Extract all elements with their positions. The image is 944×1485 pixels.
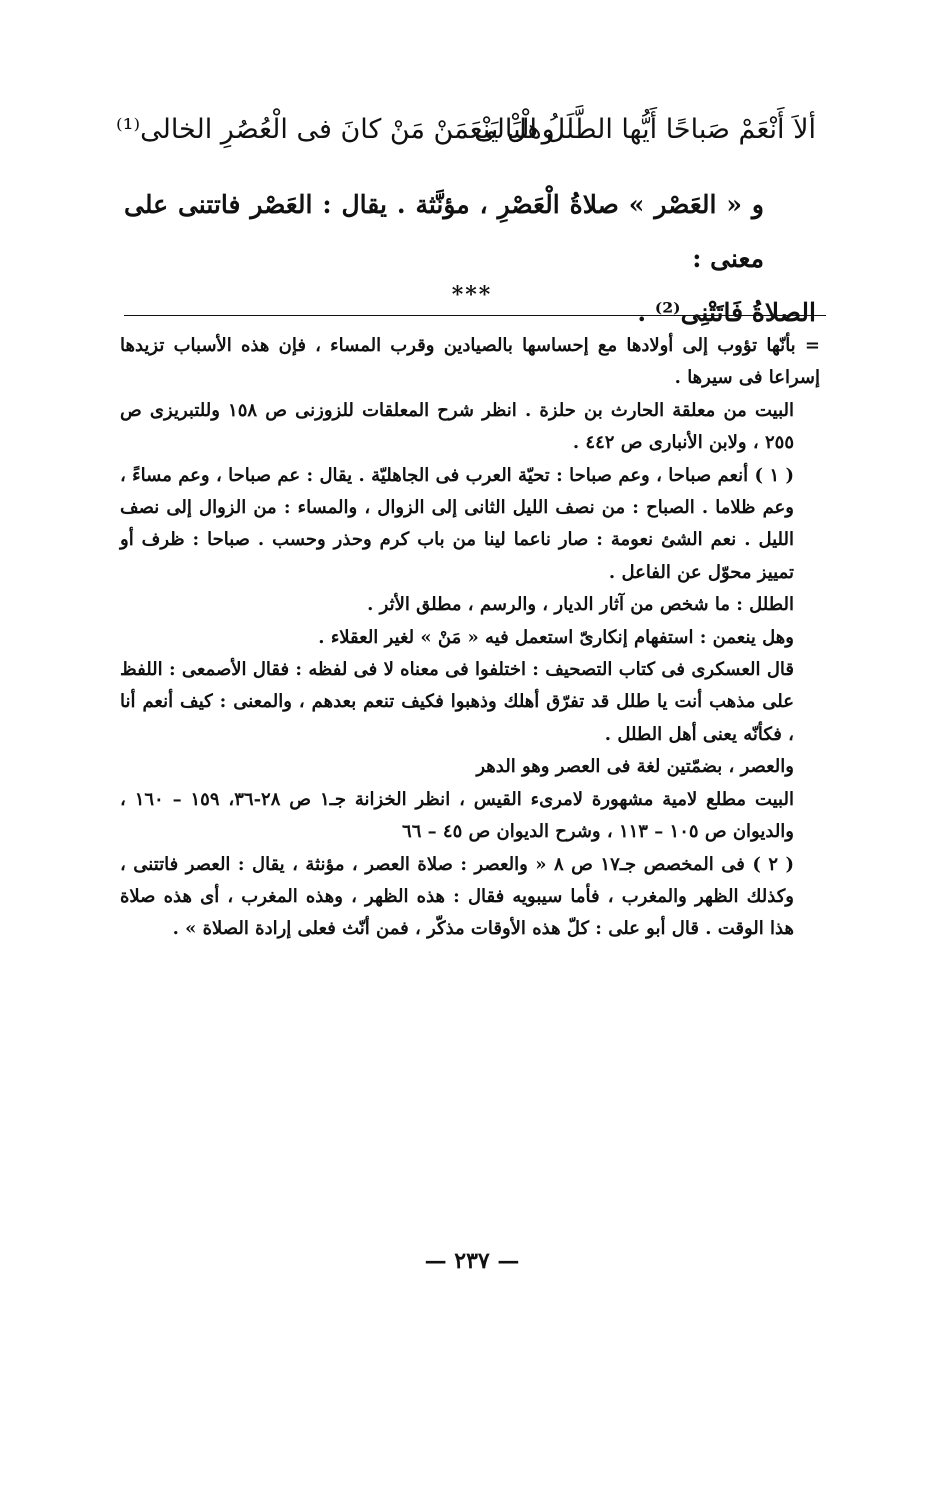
section-separator: ***: [451, 282, 493, 308]
main-text-line: و « العَصْر » صلاةُ الْعَصْرِ ، مؤنَّثة . يقال : العَصْر فاتتنى على معنى :: [124, 190, 764, 273]
poem-verse: [116, 100, 816, 160]
footnote-paragraph: ( ٢ ) فى المخصص جـ١٧ ص ٨ « والعصر : صلاة العصر ، مؤنثة ، يقال : العصر فاتتنى ، وكذلك الظهر والمغرب ، فأما سيبويه فقال : هذه الظهر ، وهذه المغرب ، أى هذه صلاة هذا الوقت . قال أبو على : كلّ هذه الأوقات مذكّر ، فمن أنّث فعلى إرادة الصلاة » .: [120, 853, 794, 940]
footnote-paragraph: البيت من معلقة الحارث بن حلزة . انظر شرح المعلقات للزوزنى ص ١٥٨ وللتبريزى ص ٢٥٥ ، ولابن الأنبارى ص ٤٤٢ .: [120, 399, 794, 454]
footnote-divider: [124, 315, 826, 316]
verse-first-hemistich: ألاَ أَنْعَمْ صَباحًا أَيُّها الطَّلَلُ الْبَالى: [474, 114, 816, 145]
footnote-paragraph: البيت مطلع لامية مشهورة لامرىء القيس ، انظر الخزانة جـ١ ص ٢٨-٣٦، ١٥٩ – ١٦٠ ، والديوان ص ١٠٥ – ١١٣ ، وشرح الديوان ص ٤٥ – ٦٦: [120, 788, 794, 843]
main-text-line: الصلاةُ فَاتَتْنِى⁽²⁾ .: [637, 298, 816, 327]
footnotes: [120, 330, 820, 946]
footnote-paragraph: ( ١ ) أنعم صباحا ، وعم صباحا : تحيّة العرب فى الجاهليّة . يقال : عم صباحا ، وعم مساءً ، وعم ظلاما . الصباح : من نصف الليل الثانى إلى الزوال ، والمساء : من الزوال إلى نصف الليل . نعم الشئ نعومة : صار ناعما لينا من باب كرم وحذر وحسب . صباحا : ظرف أو تمييز محوّل عن الفاعل .: [120, 464, 794, 583]
footnote-paragraph: وهل ينعمن : استفهام إنكارىّ استعمل فيه « مَنْ » لغير العقلاء .: [318, 626, 794, 648]
footnote-paragraph: والعصر ، بضمّتين لغة فى العصر وهو الدهر: [476, 756, 794, 778]
page-number: — ٢٣٧ —: [424, 1248, 520, 1274]
verse-second-hemistich: وهلْ يَنْعَمَنْ مَنْ كانَ فى الْعُصُرِ الخالى⁽¹⁾: [116, 114, 555, 145]
footnote-paragraph: الطلل : ما شخص من آثار الديار ، والرسم ، مطلق الأثر .: [367, 594, 794, 616]
footnote-paragraph: = بأنّها تؤوب إلى أولادها مع إحساسها بالصيادين وقرب المساء ، فإن هذه الأسباب تزيدها إسراعا فى سيرها .: [120, 335, 820, 389]
footnote-paragraph: قال العسكرى فى كتاب التصحيف : اختلفوا فى معناه لا فى لفظه : فقال الأصمعى : اللفظ على مذهب أنت يا طلل قد تفرّق أهلك وذهبوا فكيف تنعم بعدهم ، والمعنى : كيف أنعم أنا ، فكأنّه يعنى أهل الطلل .: [120, 659, 794, 745]
